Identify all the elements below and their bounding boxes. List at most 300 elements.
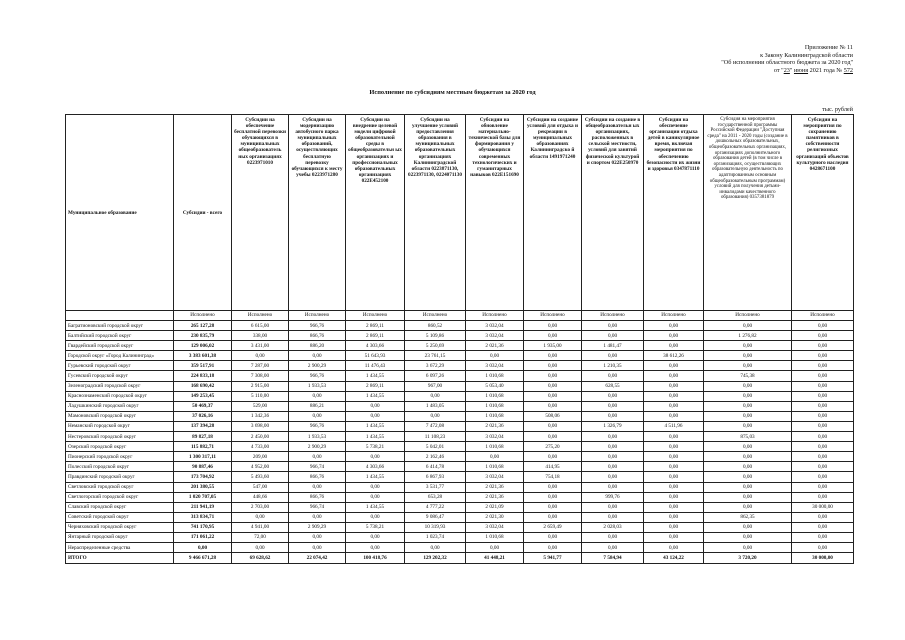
value-cell: 1 023,74	[405, 532, 466, 542]
value-cell: 0,00	[582, 331, 644, 341]
value-cell: 5 493,60	[232, 472, 289, 482]
municipality-name: Пионерский городской округ	[66, 452, 174, 462]
value-cell: 0,00	[289, 482, 346, 492]
municipality-name: Полесский городской округ	[66, 462, 174, 472]
exec-label-cell: Исполнено	[792, 311, 854, 321]
value-cell: 1 010,68	[466, 371, 524, 381]
row-total-cell: 211 941,19	[174, 502, 232, 512]
value-cell: 0,00	[289, 452, 346, 462]
value-cell: 4 303,66	[346, 341, 405, 351]
value-cell: 0,00	[792, 442, 854, 452]
row-total-cell: 149 253,45	[174, 391, 232, 401]
value-cell: 0,00	[644, 543, 704, 553]
value-cell: 0,00	[524, 371, 582, 381]
value-cell: 0,00	[792, 371, 854, 381]
value-cell: 5 250,69	[405, 341, 466, 351]
header-row	[66, 115, 854, 311]
value-cell: 0,00	[346, 543, 405, 553]
row-total-cell: 265 127,28	[174, 321, 232, 331]
value-cell: 0,00	[644, 442, 704, 452]
subsidies-table	[65, 114, 854, 564]
value-cell: 1 933,53	[289, 432, 346, 442]
value-cell: 2 028,03	[582, 522, 644, 532]
value-cell: 866,76	[289, 472, 346, 482]
header-col-5: Субсидии на обновление материально-технической базы для формирования у обучающихся современных технологических и гуманитарных навыков 022Е151690	[466, 115, 524, 311]
value-cell: 0,00	[644, 532, 704, 542]
value-cell: 2 450,00	[232, 432, 289, 442]
appendix-date-year: 2021 года №	[808, 66, 844, 74]
municipality-name: Черняховский городской округ	[66, 522, 174, 532]
value-cell: 866,76	[289, 331, 346, 341]
municipality-name: Ладушкинский городской округ	[66, 401, 174, 411]
value-cell: 209,00	[232, 452, 289, 462]
header-col-6: Субсидии на создание условий для отдыха и рекреации в муниципальных образованиях Калининградско й области 1491971240	[524, 115, 582, 311]
totals-value-cell: 7 584,94	[582, 553, 644, 563]
value-cell: 0,00	[582, 442, 644, 452]
appendix-date-line	[721, 67, 853, 75]
value-cell: 1 434,55	[346, 502, 405, 512]
value-cell: 2 703,00	[232, 502, 289, 512]
header-col-1: Субсидии на обеспечение бесплатной перевозки обучающихся в муниципальных общеобразователь ных организациях 0223971010	[232, 115, 289, 311]
value-cell: 0,00	[582, 432, 644, 442]
value-cell: 0,00	[582, 351, 644, 361]
value-cell: 6 414,78	[405, 462, 466, 472]
header-col-4: Субсидии на улучшение условий предоставления образования в муниципальных образовательных организациях Калининградской области 0223871130, 0223971130, 0224071130	[405, 115, 466, 311]
table-row	[66, 452, 854, 462]
value-cell: 1 326,79	[582, 421, 644, 431]
value-cell: 529,00	[232, 401, 289, 411]
value-cell: 0,00	[582, 401, 644, 411]
value-cell: 547,00	[232, 482, 289, 492]
value-cell: 2 021,36	[466, 492, 524, 502]
value-cell: 6 097,26	[405, 371, 466, 381]
table-row	[66, 432, 854, 442]
value-cell: 0,00	[704, 381, 792, 391]
value-cell: 2 021,36	[466, 421, 524, 431]
value-cell: 5 042,01	[405, 442, 466, 452]
totals-value-cell: 22 074,42	[289, 553, 346, 563]
value-cell: 1 010,68	[466, 532, 524, 542]
value-cell: 0,00	[792, 512, 854, 522]
value-cell: 0,00	[704, 391, 792, 401]
value-cell: 2 162,46	[405, 452, 466, 462]
value-cell: 0,00	[644, 492, 704, 502]
value-cell: 0,00	[792, 381, 854, 391]
appendix-line: к Закону Калининградской области	[760, 51, 853, 59]
row-total-cell: 0,00	[174, 543, 232, 553]
value-cell: 0,00	[289, 411, 346, 421]
totals-label: ИТОГО	[66, 553, 174, 563]
value-cell: 3 032,04	[466, 321, 524, 331]
value-cell: 2 900,29	[289, 442, 346, 452]
table-row	[66, 532, 854, 542]
value-cell: 0,00	[524, 452, 582, 462]
municipality-name: Нераспределенные средства	[66, 543, 174, 553]
value-cell: 0,00	[582, 371, 644, 381]
value-cell: 0,00	[704, 411, 792, 421]
value-cell: 0,00	[524, 401, 582, 411]
totals-value-cell: 69 628,62	[232, 553, 289, 563]
value-cell: 2 869,11	[346, 331, 405, 341]
value-cell: 275,20	[524, 442, 582, 452]
value-cell: 1 434,55	[346, 391, 405, 401]
header-municipality: Муниципальное образование	[66, 115, 174, 311]
value-cell: 9 086,47	[405, 512, 466, 522]
value-cell: 1 010,68	[466, 462, 524, 472]
value-cell: 0,00	[792, 482, 854, 492]
value-cell: 1 010,68	[466, 391, 524, 401]
value-cell: 653,28	[405, 492, 466, 502]
value-cell: 3 431,00	[232, 341, 289, 351]
value-cell: 966,76	[289, 371, 346, 381]
value-cell: 0,00	[644, 391, 704, 401]
value-cell: 0,00	[644, 432, 704, 442]
value-cell: 1 210,35	[582, 361, 644, 371]
totals-value-cell: 5 941,77	[524, 553, 582, 563]
value-cell: 5 738,21	[346, 442, 405, 452]
value-cell: 0,00	[704, 522, 792, 532]
value-cell: 0,00	[704, 442, 792, 452]
value-cell: 0,00	[346, 401, 405, 411]
value-cell: 0,00	[792, 522, 854, 532]
exec-label-cell: Исполнено	[346, 311, 405, 321]
value-cell: 0,00	[792, 532, 854, 542]
table-row	[66, 321, 854, 331]
value-cell: 0,00	[346, 492, 405, 502]
value-cell: 2 869,11	[346, 321, 405, 331]
value-cell: 4 511,96	[644, 421, 704, 431]
table-row	[66, 381, 854, 391]
value-cell: 0,00	[582, 512, 644, 522]
value-cell: 0,00	[346, 411, 405, 421]
table-row	[66, 331, 854, 341]
municipality-name: Озерский городской округ	[66, 442, 174, 452]
value-cell: 886,20	[289, 341, 346, 351]
value-cell: 448,66	[232, 492, 289, 502]
value-cell: 0,00	[704, 421, 792, 431]
table-row	[66, 391, 854, 401]
table-row	[66, 401, 854, 411]
table-row	[66, 502, 854, 512]
value-cell: 1 483,05	[405, 401, 466, 411]
totals-row	[66, 553, 854, 563]
value-cell: 3 032,04	[466, 472, 524, 482]
value-cell: 0,00	[524, 502, 582, 512]
value-cell: 0,00	[644, 482, 704, 492]
value-cell: 0,00	[582, 482, 644, 492]
value-cell: 0,00	[582, 462, 644, 472]
value-cell: 0,00	[644, 361, 704, 371]
value-cell: 0,00	[644, 512, 704, 522]
value-cell: 0,00	[524, 512, 582, 522]
value-cell: 4 952,00	[232, 462, 289, 472]
value-cell: 0,00	[704, 341, 792, 351]
row-total-cell: 50 469,37	[174, 401, 232, 411]
value-cell: 0,00	[232, 351, 289, 361]
value-cell: 0,00	[792, 331, 854, 341]
value-cell: 414,95	[524, 462, 582, 472]
totals-value-cell: 43 124,22	[644, 553, 704, 563]
document-title: Исполнение по субсидиям местным бюджетам за 2020 год	[369, 89, 536, 96]
value-cell: 0,00	[582, 321, 644, 331]
municipality-name: Мамоновский городской округ	[66, 411, 174, 421]
table-row	[66, 543, 854, 553]
value-cell: 3 698,00	[232, 421, 289, 431]
unit-label: тыс. рублей	[822, 106, 853, 113]
value-cell: 3 032,04	[466, 331, 524, 341]
value-cell: 0,00	[289, 543, 346, 553]
value-cell: 2 021,36	[466, 341, 524, 351]
executed-label-row	[66, 311, 854, 321]
value-cell: 886,21	[289, 401, 346, 411]
row-total-cell: 171 061,22	[174, 532, 232, 542]
value-cell: 0,00	[524, 432, 582, 442]
municipality-name: Балтийский городской округ	[66, 331, 174, 341]
value-cell: 866,76	[289, 492, 346, 502]
value-cell: 0,00	[346, 452, 405, 462]
value-cell: 0,00	[232, 512, 289, 522]
value-cell: 0,00	[792, 472, 854, 482]
value-cell: 0,00	[466, 543, 524, 553]
exec-label-cell: Исполнено	[232, 311, 289, 321]
value-cell: 2 909,29	[289, 522, 346, 532]
value-cell: 0,00	[346, 532, 405, 542]
value-cell: 0,00	[644, 371, 704, 381]
appendix-date-mid: "	[789, 66, 794, 74]
value-cell: 0,00	[466, 452, 524, 462]
table-row	[66, 351, 854, 361]
value-cell: 338,00	[232, 331, 289, 341]
value-cell: 3 032,04	[466, 522, 524, 532]
value-cell: 0,00	[792, 543, 854, 553]
value-cell: 0,00	[644, 381, 704, 391]
value-cell: 0,00	[582, 472, 644, 482]
value-cell: 508,06	[524, 411, 582, 421]
value-cell: 0,00	[524, 421, 582, 431]
exec-label-cell: Исполнено	[644, 311, 704, 321]
row-total-cell: 741 170,95	[174, 522, 232, 532]
value-cell: 0,00	[792, 351, 854, 361]
row-total-cell: 37 026,16	[174, 411, 232, 421]
exec-label-cell: Исполнено	[289, 311, 346, 321]
value-cell: 0,00	[524, 391, 582, 401]
row-total-cell: 313 834,71	[174, 512, 232, 522]
row-total-cell: 1 020 707,05	[174, 492, 232, 502]
value-cell: 23 761,15	[405, 351, 466, 361]
value-cell: 0,00	[704, 361, 792, 371]
value-cell: 1 434,55	[346, 432, 405, 442]
exec-label-cell: Исполнено	[405, 311, 466, 321]
row-total-cell: 1 300 317,11	[174, 452, 232, 462]
value-cell: 0,00	[524, 482, 582, 492]
value-cell: 51 643,93	[346, 351, 405, 361]
value-cell: 30 000,00	[792, 502, 854, 512]
value-cell: 0,00	[346, 482, 405, 492]
value-cell: 4 733,00	[232, 442, 289, 452]
row-total-cell: 115 882,71	[174, 442, 232, 452]
municipality-name: Неманский городской округ	[66, 421, 174, 431]
table-row	[66, 522, 854, 532]
value-cell: 0,00	[704, 492, 792, 502]
value-cell: 0,00	[582, 452, 644, 462]
value-cell: 0,00	[232, 543, 289, 553]
municipality-name: Краснознаменский городской округ	[66, 391, 174, 401]
value-cell: 4 777,22	[405, 502, 466, 512]
appendix-day: 23	[783, 66, 790, 74]
value-cell: 745,38	[704, 371, 792, 381]
value-cell: 0,00	[524, 532, 582, 542]
value-cell: 0,00	[704, 401, 792, 411]
value-cell: 0,00	[704, 532, 792, 542]
value-cell: 0,00	[792, 492, 854, 502]
value-cell: 0,00	[792, 341, 854, 351]
municipality-name: Нестеровский городской округ	[66, 432, 174, 442]
row-total-cell: 201 380,55	[174, 482, 232, 492]
exec-cell-blank	[66, 311, 174, 321]
value-cell: 754,18	[524, 472, 582, 482]
table-row	[66, 482, 854, 492]
value-cell: 0,00	[792, 421, 854, 431]
value-cell: 0,00	[524, 351, 582, 361]
value-cell: 966,76	[289, 321, 346, 331]
value-cell: 0,00	[524, 543, 582, 553]
municipality-name: Славский городской округ	[66, 502, 174, 512]
value-cell: 11 108,23	[405, 432, 466, 442]
header-col-9: Субсидия на мероприятия государственной программы Российской Федерации "Доступная среда" на 2011 - 2020 годы (создание в дошкольных образовательных, общеобразовательных организациях, организациях дополнительного образования детей (в том числе в организациях, осуществляющих образовательную деятельность по адаптированным основным общеобразовательным программам) условий для получения детьми-инвалидами качественного образования) 0357381879	[704, 115, 792, 311]
row-total-cell: 230 835,79	[174, 331, 232, 341]
value-cell: 2 900,29	[289, 361, 346, 371]
value-cell: 7 287,00	[232, 361, 289, 371]
value-cell: 1 933,53	[289, 381, 346, 391]
row-total-cell: 137 394,28	[174, 421, 232, 431]
value-cell: 0,00	[582, 391, 644, 401]
appendix-block	[721, 44, 853, 74]
table-row	[66, 492, 854, 502]
municipality-name: Гвардейский городской округ	[66, 341, 174, 351]
value-cell: 0,00	[644, 411, 704, 421]
value-cell: 0,00	[346, 512, 405, 522]
value-cell: 0,00	[644, 472, 704, 482]
value-cell: 7 308,00	[232, 371, 289, 381]
value-cell: 2 915,00	[232, 381, 289, 391]
value-cell: 0,00	[644, 452, 704, 462]
value-cell: 966,74	[289, 462, 346, 472]
appendix-date-prefix: от "	[773, 66, 784, 74]
totals-value-cell: 41 448,21	[466, 553, 524, 563]
value-cell: 1 434,55	[346, 421, 405, 431]
municipality-name: Багратионовский городской округ	[66, 321, 174, 331]
value-cell: 1 276,82	[704, 331, 792, 341]
value-cell: 0,00	[289, 512, 346, 522]
value-cell: 0,00	[289, 391, 346, 401]
header-col-3: Субсидии на внедрение целевой модели цифровой образовательной среды в общеобразовательн ых организациях и профессиональных образовательных организациях 022Е452100	[346, 115, 405, 311]
value-cell: 1 010,68	[466, 411, 524, 421]
value-cell: 0,00	[704, 472, 792, 482]
value-cell: 72,00	[232, 532, 289, 542]
value-cell: 2 021,36	[466, 482, 524, 492]
value-cell: 1 935,00	[524, 341, 582, 351]
value-cell: 1 434,55	[346, 371, 405, 381]
value-cell: 0,00	[644, 321, 704, 331]
row-total-cell: 89 827,18	[174, 432, 232, 442]
value-cell: 1 010,68	[466, 442, 524, 452]
value-cell: 2 869,11	[346, 381, 405, 391]
value-cell: 2 021,30	[466, 512, 524, 522]
header-col-8: Субсидии на обеспечение организации отдыха детей в каникулярное время, включая мероприятия по обеспечению безопасности их жизни и здоровья 0347871110	[644, 115, 704, 311]
exec-label-cell: Исполнено	[582, 311, 644, 321]
value-cell: 0,00	[704, 351, 792, 361]
totals-value-cell: 9 466 671,28	[174, 553, 232, 563]
value-cell: 0,00	[792, 452, 854, 462]
row-total-cell: 359 517,91	[174, 361, 232, 371]
appendix-number: 572	[843, 66, 853, 74]
value-cell: 1 434,55	[346, 472, 405, 482]
value-cell: 38 612,26	[644, 351, 704, 361]
municipality-name: Советский городской округ	[66, 512, 174, 522]
totals-value-cell: 129 202,32	[405, 553, 466, 563]
value-cell: 0,00	[644, 522, 704, 532]
value-cell: 0,00	[792, 391, 854, 401]
value-cell: 0,00	[405, 543, 466, 553]
table-row	[66, 361, 854, 371]
value-cell: 0,00	[405, 391, 466, 401]
value-cell: 2 021,09	[466, 502, 524, 512]
header-col-10: Субсидии на мероприятия по сохранению памятников в собственности религиозных организаций объектов культурного наследия 0428671100	[792, 115, 854, 311]
value-cell: 0,00	[792, 361, 854, 371]
municipality-name: Правдинский городской округ	[66, 472, 174, 482]
value-cell: 0,00	[289, 351, 346, 361]
value-cell: 1 342,36	[232, 411, 289, 421]
value-cell: 0,00	[405, 411, 466, 421]
municipality-name: Гусевский городской округ	[66, 371, 174, 381]
municipality-name: Городской округ «Город Калининград»	[66, 351, 174, 361]
value-cell: 0,00	[289, 532, 346, 542]
exec-label-cell: Исполнено	[466, 311, 524, 321]
value-cell: 0,00	[792, 462, 854, 472]
value-cell: 0,00	[524, 321, 582, 331]
header-col-2: Субсидии на модернизацию автобусного парка муниципальных образований, осуществляющих бесплатную перевозку обучающихся к месту учебы 0223971280	[289, 115, 346, 311]
value-cell: 0,00	[644, 331, 704, 341]
table-row	[66, 512, 854, 522]
value-cell: 6 615,00	[232, 321, 289, 331]
value-cell: 0,00	[582, 411, 644, 421]
value-cell: 0,00	[644, 401, 704, 411]
value-cell: 0,00	[524, 361, 582, 371]
value-cell: 0,00	[524, 331, 582, 341]
value-cell: 0,00	[704, 502, 792, 512]
value-cell: 0,00	[582, 543, 644, 553]
exec-label-cell: Исполнено	[524, 311, 582, 321]
value-cell: 5 110,00	[232, 391, 289, 401]
totals-value-cell: 3 720,20	[704, 553, 792, 563]
value-cell: 3 032,04	[466, 361, 524, 371]
row-total-cell: 3 383 601,38	[174, 351, 232, 361]
value-cell: 0,00	[644, 462, 704, 472]
municipality-name: Светловский городской округ	[66, 482, 174, 492]
value-cell: 999,76	[582, 492, 644, 502]
totals-value-cell: 30 000,00	[792, 553, 854, 563]
municipality-name: Гурьевский городской округ	[66, 361, 174, 371]
value-cell: 3 531,77	[405, 482, 466, 492]
appendix-line: "Об исполнении областного бюджета за 2020 год"	[721, 59, 853, 67]
value-cell: 3 032,04	[466, 432, 524, 442]
value-cell: 5 109,86	[405, 331, 466, 341]
value-cell: 0,00	[792, 401, 854, 411]
header-col-7: Субсидии на создание в общеобразовательн ых организациях, расположенных в сельской местности, условий для занятий физической культурой и спортом 022Е250970	[582, 115, 644, 311]
municipality-name: Зеленоградский городской округ	[66, 381, 174, 391]
value-cell: 860,52	[405, 321, 466, 331]
value-cell: 3 672,29	[405, 361, 466, 371]
